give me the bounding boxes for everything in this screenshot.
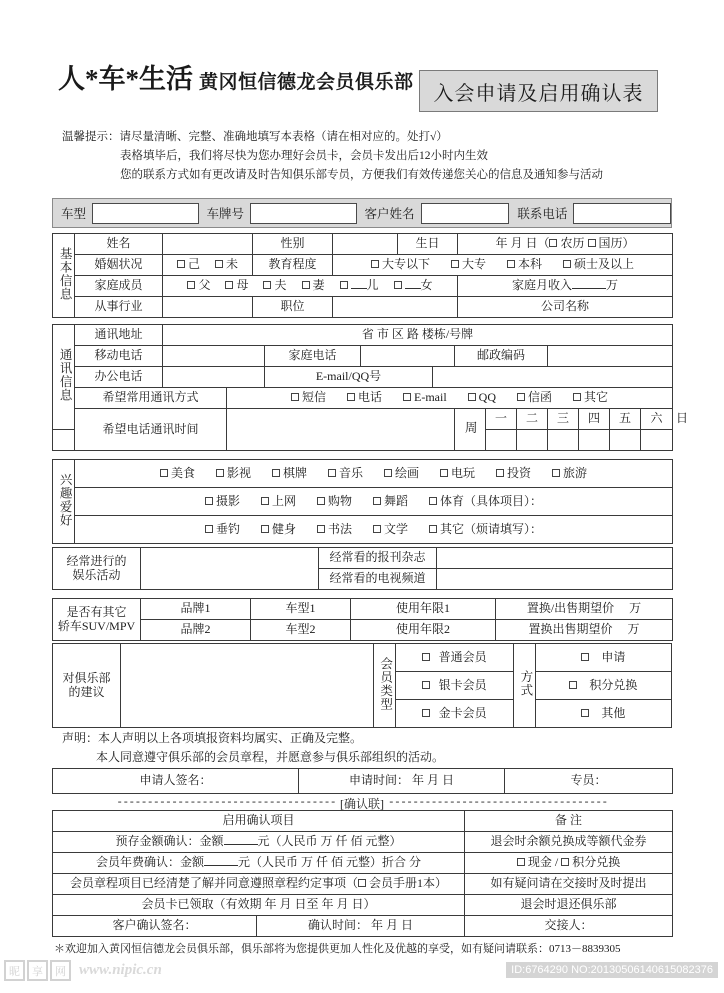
car-trade-price-1[interactable] — [496, 599, 673, 620]
lunar-label: 农历 — [560, 236, 585, 251]
tip-line-1: 温馨提示：请尽量清晰、完整、准确地填写本表格（请在相对应的。处打√） — [62, 131, 448, 143]
table-row — [53, 644, 672, 672]
table-row — [53, 367, 673, 388]
payment-separator: / — [554, 855, 559, 870]
payment-cash-checkbox[interactable] — [517, 858, 525, 866]
industry-label: 从事行业 — [75, 297, 163, 318]
contact-phone-input[interactable] — [573, 203, 671, 224]
table-row — [53, 325, 673, 346]
hobby-film-label: 影视 — [226, 465, 251, 480]
charter-understood-note: 如有疑问请在交接时及时提出 — [465, 874, 673, 895]
household-income-unit: 万 — [606, 278, 619, 293]
weekday-sat-cell[interactable] — [610, 430, 641, 451]
payment-points-label: 积分兑换 — [572, 855, 621, 870]
car-years-2[interactable]: 使用年限2 — [351, 620, 496, 641]
hobby-investment-checkbox[interactable] — [496, 469, 504, 477]
member-type-gold-label: 金卡会员 — [438, 705, 487, 720]
position-label: 职位 — [253, 297, 333, 318]
family-son-label: 儿 — [366, 278, 379, 293]
separator-dashes-right: ------------------------------------ — [388, 797, 608, 809]
pref-phone-checkbox[interactable] — [347, 393, 355, 401]
edu-below-college-checkbox[interactable] — [371, 260, 379, 268]
office-phone-label: 办公电话 — [75, 367, 163, 388]
family-father-label: 父 — [198, 278, 211, 293]
hobby-other-label: 其它（烦请填写）： — [440, 521, 543, 536]
prepaid-amount-pre: 预存金额确认：金额 — [115, 834, 224, 849]
address-input[interactable]: 省 市 区 路 楼栋/号牌 — [163, 325, 673, 346]
method-apply-label: 申请 — [601, 649, 626, 664]
hobby-music-label: 音乐 — [338, 465, 363, 480]
family-son-count-input[interactable] — [351, 288, 367, 289]
pref-email-checkbox[interactable] — [403, 393, 411, 401]
hobby-music-checkbox[interactable] — [328, 469, 336, 477]
table-row — [53, 853, 673, 874]
married-label: 己 — [187, 257, 200, 272]
education-options[interactable] — [333, 255, 673, 276]
family-wife-checkbox[interactable] — [302, 281, 310, 289]
car-trade-price-1-unit: 万 — [629, 601, 642, 616]
table-row — [53, 488, 673, 516]
hobby-calligraphy-label: 书法 — [327, 521, 352, 536]
tv-channel-label: 经常看的电视频道 — [319, 569, 437, 590]
car-model-label: 车型 — [61, 207, 87, 221]
member-type-silver-checkbox[interactable] — [422, 681, 430, 689]
household-income-input[interactable] — [572, 288, 606, 289]
hobby-film-checkbox[interactable] — [216, 469, 224, 477]
table-row — [53, 620, 673, 641]
annual-fee-post: 元（人民币 万 仟 佰 元整）折合 分 — [238, 855, 422, 870]
form-title-banner: 入会申请及启用确认表 — [419, 70, 658, 112]
weekday-mon[interactable]: 一 — [486, 409, 517, 430]
hobby-painting-label: 绘画 — [395, 465, 420, 480]
car-model-2[interactable]: 车型2 — [251, 620, 351, 641]
table-row — [53, 516, 673, 544]
hobby-shopping-label: 购物 — [327, 493, 352, 508]
club-suggestion-input[interactable] — [121, 644, 373, 728]
member-type-silver-label: 银卡会员 — [438, 677, 487, 692]
suggestion-member-table — [52, 643, 672, 728]
preferred-call-time-label: 希望电话通讯时间 — [75, 409, 227, 451]
separator-dashes-left: ------------------------------------ — [116, 797, 336, 809]
weekday-sun-cell[interactable] — [641, 430, 673, 451]
weekday-tue-cell[interactable] — [486, 430, 517, 451]
pref-other-label: 其它 — [584, 390, 609, 405]
hobby-videogame-label: 电玩 — [451, 465, 476, 480]
member-type-normal-checkbox[interactable] — [422, 653, 430, 661]
table-row — [53, 346, 673, 367]
office-phone-input[interactable] — [163, 367, 265, 388]
entertainment-activity-input[interactable] — [141, 548, 319, 590]
email-qq-input[interactable] — [433, 367, 673, 388]
car-model-input[interactable] — [92, 203, 199, 224]
weekday-thu[interactable]: 四 — [579, 409, 610, 430]
hobby-investment-label: 投资 — [507, 465, 532, 480]
other-car-label-line2: 轿车SUV/MPV — [57, 618, 136, 633]
car-years-1[interactable]: 使用年限1 — [351, 599, 496, 620]
annual-fee-note[interactable] — [465, 853, 673, 874]
basic-info-vertical-label: 基本信息 — [53, 234, 75, 318]
method-other-label: 其他 — [601, 705, 626, 720]
watermark-box-1: 昵 — [4, 960, 25, 981]
other-car-label-line1: 是否有其它 — [66, 604, 127, 619]
customer-name-label: 客户姓名 — [364, 207, 415, 221]
logo — [58, 66, 414, 93]
method-points[interactable] — [535, 672, 671, 700]
table-row — [53, 276, 673, 297]
car-brand-2[interactable]: 品牌2 — [141, 620, 251, 641]
annual-fee-row[interactable] — [53, 853, 465, 874]
watermark-id: ID:6764290 NO:20130506140615082376 — [506, 962, 718, 978]
car-model-1[interactable]: 车型1 — [251, 599, 351, 620]
pref-email-label: E-mail — [414, 390, 447, 405]
married-checkbox[interactable] — [177, 260, 185, 268]
home-phone-input[interactable] — [361, 346, 455, 367]
table-row — [53, 832, 673, 853]
hobby-internet-label: 上网 — [271, 493, 296, 508]
car-trade-price-2-unit: 万 — [627, 622, 640, 637]
hobby-row-2[interactable] — [75, 488, 673, 516]
contact-phone-label: 联系电话 — [517, 207, 568, 221]
footnote: ＊欢迎加入黄冈恒信德龙会员俱乐部，俱乐部将为您提供更加人性化及优越的享受，如有疑问请联系：0713－8839305 — [54, 943, 621, 955]
payment-cash-label: 现金 — [527, 855, 552, 870]
annual-fee-pre: 会员年费确认：金额 — [95, 855, 204, 870]
hobby-shopping-checkbox[interactable] — [317, 497, 325, 505]
family-husband-label: 夫 — [274, 278, 287, 293]
hobby-travel-label: 旅游 — [563, 465, 588, 480]
table-row — [53, 874, 673, 895]
pref-letter-checkbox[interactable] — [517, 393, 525, 401]
marital-label: 婚姻状况 — [75, 255, 163, 276]
family-daughter-count-input[interactable] — [405, 288, 421, 289]
tip-line-3: 您的联系方式如有更改请及时告知俱乐部专员，方便我们有效传递您关心的信息及通知参与活动 — [120, 169, 603, 181]
position-input[interactable] — [333, 297, 458, 318]
prepaid-amount-note: 退会时余额兑换成等额代金券 — [465, 832, 673, 853]
hobby-row-3[interactable] — [75, 516, 673, 544]
pref-qq-checkbox[interactable] — [468, 393, 476, 401]
hobby-photography-checkbox[interactable] — [205, 497, 213, 505]
plate-number-input[interactable] — [250, 203, 357, 224]
name-input[interactable] — [163, 234, 253, 255]
solar-label: 国历 — [598, 236, 623, 251]
table-row — [53, 234, 673, 255]
family-members-options[interactable] — [163, 276, 458, 297]
separator-label: [确认联] — [340, 796, 384, 811]
method-other[interactable] — [535, 700, 671, 728]
hobby-dance-label: 舞蹈 — [384, 493, 409, 508]
edu-master-label: 硕士及以上 — [574, 257, 635, 272]
weekday-wed[interactable]: 三 — [548, 409, 579, 430]
watermark-box-2: 享 — [27, 960, 48, 981]
member-type-gold-checkbox[interactable] — [422, 709, 430, 717]
hobby-sports-label: 体育（具体项目）： — [440, 493, 543, 508]
address-label: 通讯地址 — [75, 325, 163, 346]
table-row — [53, 548, 673, 569]
edu-master-checkbox[interactable] — [563, 260, 571, 268]
confirm-time-field[interactable]: 确认时间： 年 月 日 — [257, 916, 465, 937]
tip-line-2: 表格填毕后，我们将尽快为您办理好会员卡，会员卡发出后12小时内生效 — [120, 150, 488, 162]
hobby-literature-checkbox[interactable] — [373, 525, 381, 533]
family-daughter-checkbox[interactable] — [394, 281, 402, 289]
declaration-block — [62, 729, 444, 767]
weekday-fri[interactable]: 五 — [610, 409, 641, 430]
hobby-chess-checkbox[interactable] — [272, 469, 280, 477]
confirmation-separator — [52, 795, 672, 811]
car-brand-1[interactable]: 品牌1 — [141, 599, 251, 620]
applicant-signature-field[interactable]: 申请人签名： — [53, 769, 299, 794]
table-row — [53, 769, 673, 794]
member-type-gold[interactable] — [395, 700, 513, 728]
method-points-checkbox[interactable] — [569, 681, 577, 689]
edu-college-checkbox[interactable] — [451, 260, 459, 268]
pref-sms-checkbox[interactable] — [291, 393, 299, 401]
name-label: 姓名 — [75, 234, 163, 255]
press-input[interactable] — [437, 548, 673, 569]
preferred-contact-options[interactable] — [227, 388, 673, 409]
education-label: 教育程度 — [253, 255, 333, 276]
car-trade-price-1-label: 置换/出售期望价 — [526, 601, 615, 616]
car-trade-price-2-label: 置换出售期望价 — [528, 622, 613, 637]
annual-fee-input[interactable] — [204, 865, 238, 866]
family-mother-label: 母 — [236, 278, 249, 293]
pref-qq-label: QQ — [478, 390, 497, 405]
preferred-call-time-input[interactable] — [227, 409, 455, 451]
member-manual-label: 会员手册1本） — [369, 876, 448, 891]
customer-confirm-signature-field[interactable]: 客户确认签名： — [53, 916, 257, 937]
confirmation-table — [52, 810, 673, 937]
other-car-table — [52, 598, 673, 641]
hobby-painting-checkbox[interactable] — [384, 469, 392, 477]
member-type-normal-label: 普通会员 — [438, 649, 487, 664]
hobby-row-1[interactable] — [75, 460, 673, 488]
confirm-header-note: 备 注 — [465, 811, 673, 832]
communication-info-vertical-label: 通讯信息 — [53, 325, 75, 430]
watermark-logo — [4, 960, 162, 981]
hobby-fishing-label: 垂钓 — [215, 521, 240, 536]
hobby-fishing-checkbox[interactable] — [205, 525, 213, 533]
prepaid-amount-input[interactable] — [224, 844, 258, 845]
hobby-other-checkbox[interactable] — [429, 525, 437, 533]
card-received-row[interactable]: 会员卡已领取（有效期 年 月 日至 年 月 日） — [53, 895, 465, 916]
table-row — [53, 916, 673, 937]
family-father-checkbox[interactable] — [187, 281, 195, 289]
card-received-note: 退会时退还俱乐部 — [465, 895, 673, 916]
media-activity-table — [52, 547, 673, 590]
unmarried-checkbox[interactable] — [215, 260, 223, 268]
gender-input[interactable] — [333, 234, 398, 255]
method-apply[interactable] — [535, 644, 671, 672]
declaration-line-1: 声明：本人声明以上各项填报资料均属实、正确及完整。 — [62, 731, 363, 745]
home-phone-label: 家庭电话 — [265, 346, 361, 367]
tips-block — [62, 128, 702, 185]
member-manual-checkbox[interactable] — [358, 879, 366, 887]
club-suggestion-label-line1: 对俱乐部 — [62, 670, 111, 685]
watermark-url: www.nipic.cn — [79, 962, 162, 978]
birthday-date-text: 年 月 日（ — [495, 236, 550, 251]
tv-channel-input[interactable] — [437, 569, 673, 590]
pref-letter-label: 信函 — [528, 390, 553, 405]
birthday-input[interactable] — [458, 234, 673, 255]
hobby-dance-checkbox[interactable] — [373, 497, 381, 505]
weekday-fri-cell[interactable] — [579, 430, 610, 451]
postcode-input[interactable] — [548, 346, 673, 367]
family-members-label: 家庭成员 — [75, 276, 163, 297]
entertainment-activity-label — [53, 548, 141, 590]
table-row — [53, 255, 673, 276]
mobile-phone-label: 移动电话 — [75, 346, 163, 367]
charter-understood-pre: 会员章程项目已经清楚了解并同意遵照章程约定事项（ — [69, 876, 358, 891]
hobby-photography-label: 摄影 — [215, 493, 240, 508]
weekday-thu-cell[interactable] — [548, 430, 579, 451]
entertainment-activity-label-line1: 经常进行的 — [66, 553, 127, 568]
watermark-boxes — [4, 960, 73, 981]
edu-below-college-label: 大专以下 — [381, 257, 430, 272]
car-trade-price-2[interactable] — [496, 620, 673, 641]
weekday-mon-cell[interactable] — [53, 430, 75, 451]
press-label: 经常看的报刊杂志 — [319, 548, 437, 569]
watermark-box-3: 网 — [50, 960, 71, 981]
gender-label: 性别 — [253, 234, 333, 255]
company-name-label: 公司名称 — [458, 297, 673, 318]
communication-info-table — [52, 324, 689, 451]
member-type-silver[interactable] — [395, 672, 513, 700]
hobby-fitness-label: 健身 — [271, 521, 296, 536]
hobby-calligraphy-checkbox[interactable] — [317, 525, 325, 533]
preferred-contact-label: 希望常用通讯方式 — [75, 388, 227, 409]
pref-other-checkbox[interactable] — [573, 393, 581, 401]
plate-number-label: 车牌号 — [206, 207, 245, 221]
hobby-table — [52, 459, 673, 544]
hobby-food-label: 美食 — [170, 465, 195, 480]
mobile-phone-input[interactable] — [163, 346, 265, 367]
birthday-paren: ） — [622, 236, 635, 251]
hobby-travel-checkbox[interactable] — [552, 469, 560, 477]
logo-club-name: 黄冈恒信德龙会员俱乐部 — [199, 72, 414, 93]
family-wife-label: 妻 — [312, 278, 325, 293]
other-car-label — [53, 599, 141, 641]
hobby-chess-label: 棋牌 — [282, 465, 307, 480]
family-mother-checkbox[interactable] — [225, 281, 233, 289]
edu-college-label: 大专 — [461, 257, 486, 272]
entertainment-activity-label-line2: 娱乐活动 — [72, 567, 121, 582]
vehicle-customer-bar — [52, 198, 672, 228]
method-label: 方式 — [513, 644, 535, 728]
club-suggestion-label — [53, 644, 121, 728]
table-row — [53, 460, 673, 488]
solar-checkbox[interactable] — [588, 239, 596, 247]
family-daughter-label: 女 — [420, 278, 433, 293]
postcode-label: 邮政编码 — [455, 346, 548, 367]
hobby-fitness-checkbox[interactable] — [261, 525, 269, 533]
industry-input[interactable] — [163, 297, 253, 318]
method-apply-checkbox[interactable] — [581, 653, 589, 661]
application-date-field[interactable]: 申请时间： 年 月 日 — [299, 769, 505, 794]
method-points-label: 积分兑换 — [589, 677, 638, 692]
method-other-checkbox[interactable] — [581, 709, 589, 717]
lunar-checkbox[interactable] — [549, 239, 557, 247]
table-row — [53, 297, 673, 318]
member-type-normal[interactable] — [395, 644, 513, 672]
hobby-literature-label: 文学 — [384, 521, 409, 536]
household-income-cell[interactable] — [458, 276, 673, 297]
week-label: 周 — [455, 409, 486, 451]
hobby-sports-checkbox[interactable] — [429, 497, 437, 505]
pref-sms-label: 短信 — [301, 390, 326, 405]
pref-phone-label: 电话 — [358, 390, 383, 405]
unmarried-label: 未 — [226, 257, 239, 272]
household-income-label: 家庭月收入 — [511, 278, 572, 293]
payment-points-checkbox[interactable] — [561, 858, 569, 866]
family-son-checkbox[interactable] — [340, 281, 348, 289]
handover-person-field[interactable]: 交接人： — [465, 916, 673, 937]
charter-understood-row[interactable] — [53, 874, 465, 895]
club-suggestion-label-line2: 的建议 — [68, 684, 105, 699]
edu-bachelor-label: 本科 — [518, 257, 543, 272]
prepaid-amount-post: 元（人民币 万 仟 佰 元整） — [257, 834, 402, 849]
weekday-wed-cell[interactable] — [517, 430, 548, 451]
table-row — [53, 811, 673, 832]
table-row: 希望电话通讯时间 周 一 二 三 四 五 六 日 — [53, 409, 673, 430]
customer-name-input[interactable] — [421, 203, 510, 224]
prepaid-amount-row[interactable] — [53, 832, 465, 853]
weekday-tue[interactable]: 二 — [517, 409, 548, 430]
table-row — [53, 895, 673, 916]
hobby-vertical-label: 兴趣爱好 — [53, 460, 75, 544]
specialist-field[interactable]: 专员： — [505, 769, 673, 794]
edu-bachelor-checkbox[interactable] — [507, 260, 515, 268]
hobby-videogame-checkbox[interactable] — [440, 469, 448, 477]
hobby-internet-checkbox[interactable] — [261, 497, 269, 505]
member-type-label: 会员类型 — [373, 644, 395, 728]
signature-table — [52, 768, 673, 794]
confirm-header-item: 启用确认项目 — [53, 811, 465, 832]
table-row — [53, 388, 673, 409]
marital-options[interactable] — [163, 255, 253, 276]
family-husband-checkbox[interactable] — [263, 281, 271, 289]
hobby-food-checkbox[interactable] — [160, 469, 168, 477]
weekday-sat[interactable]: 六 — [641, 409, 673, 430]
basic-info-table — [52, 233, 673, 318]
birthday-label: 生日 — [398, 234, 458, 255]
email-qq-label: E-mail/QQ号 — [265, 367, 433, 388]
logo-main-text: 人*车*生活 — [58, 64, 193, 94]
table-row — [53, 599, 673, 620]
declaration-line-2: 本人同意遵守俱乐部的会员章程，并愿意参与俱乐部组织的活动。 — [96, 750, 445, 764]
